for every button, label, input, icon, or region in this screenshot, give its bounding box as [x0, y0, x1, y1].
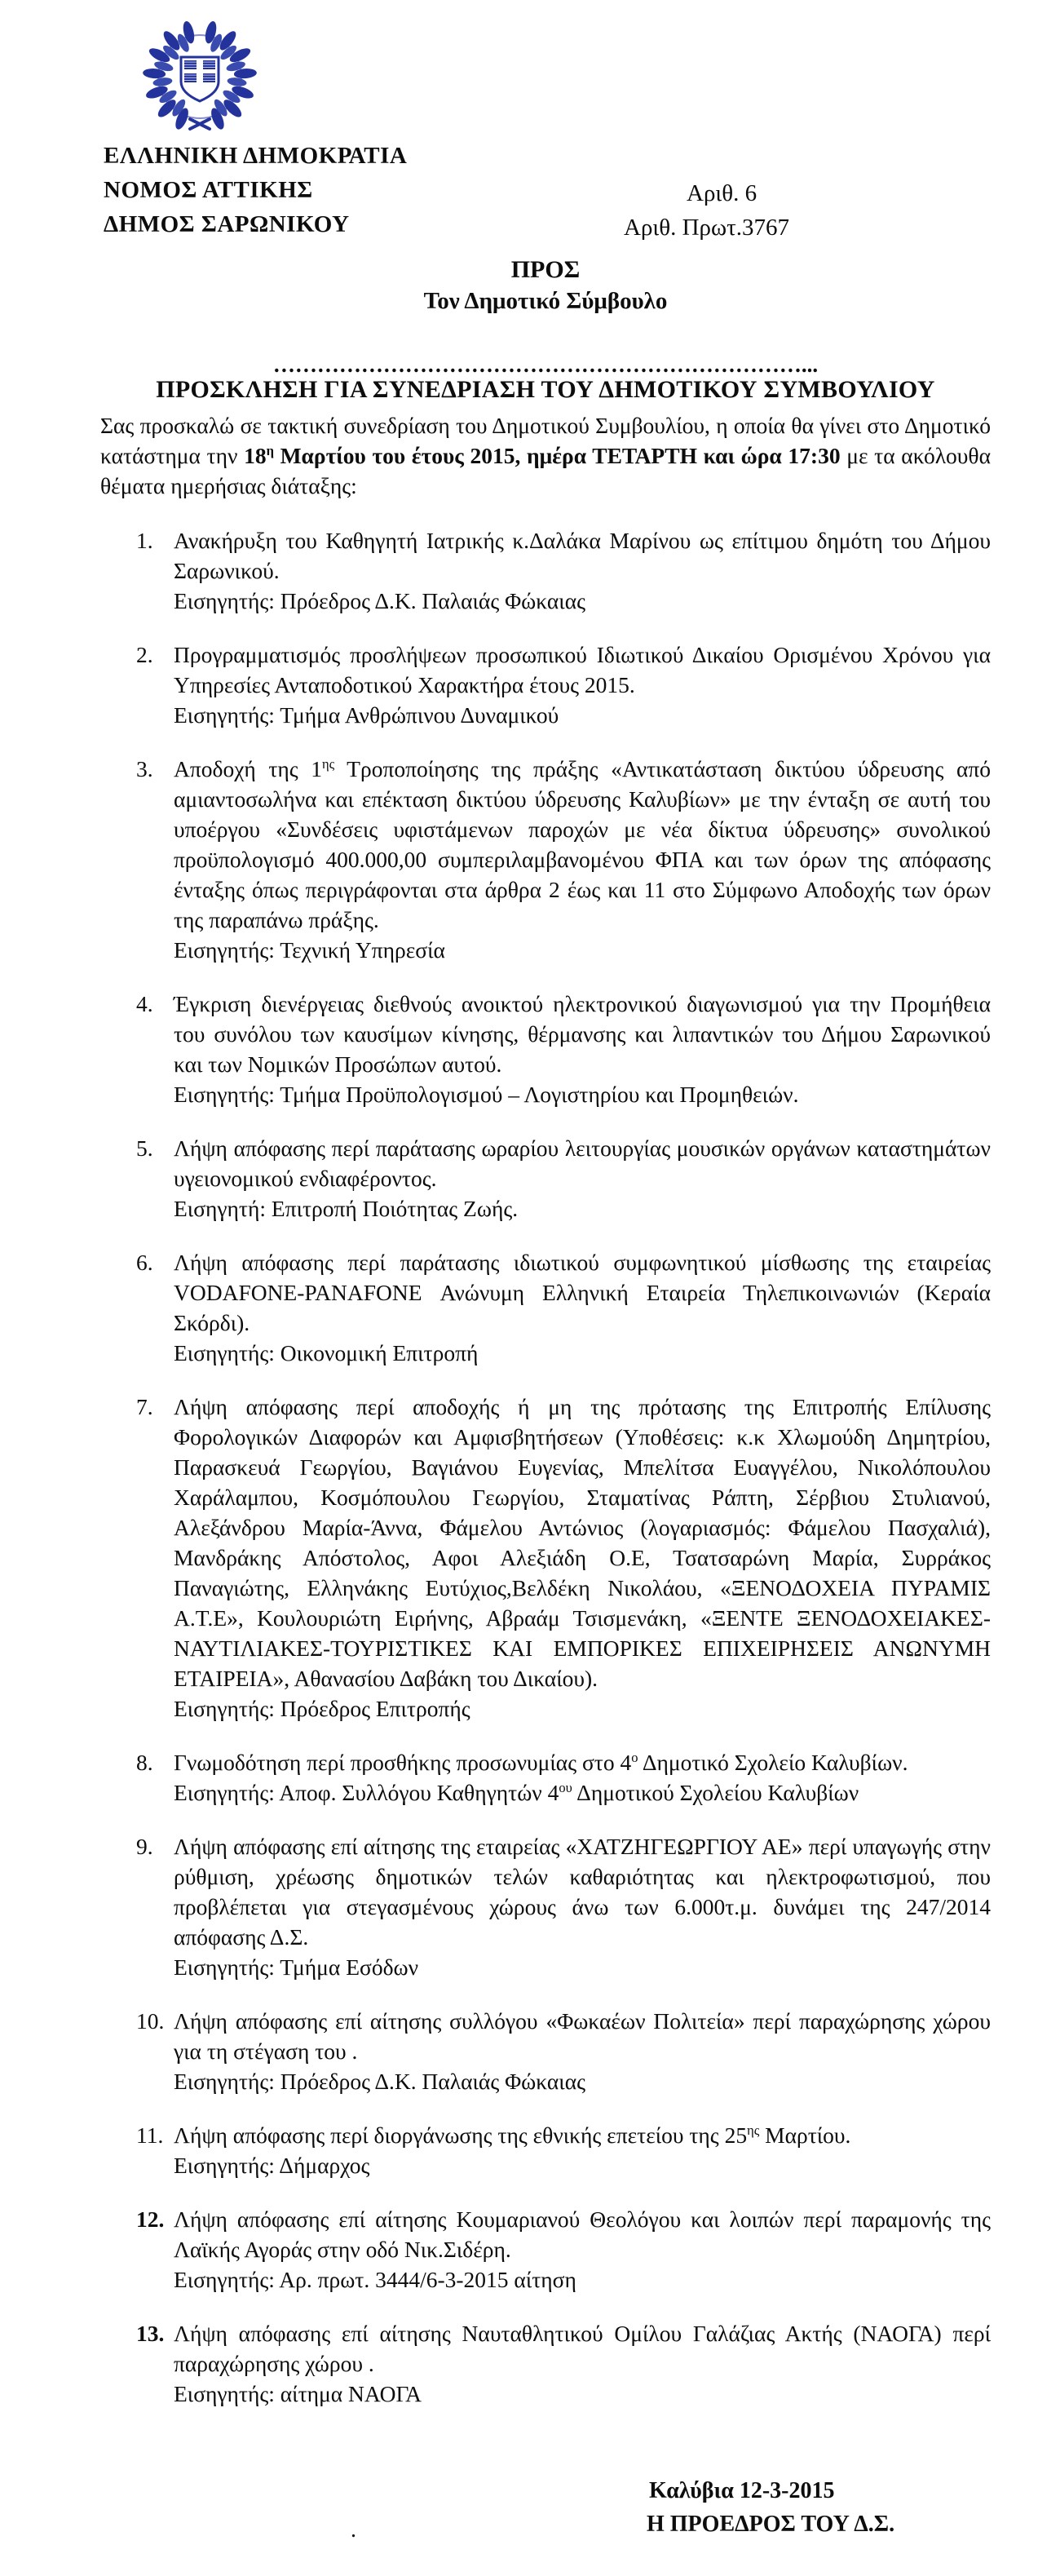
text-run: Εισηγητής: Τμήμα Προϋπολογισμού – Λογιστηρίου και Προμηθειών. — [174, 1082, 799, 1107]
text-run: Λήψη απόφασης περί διοργάνωσης της εθνικής επετείου της 25 — [174, 2122, 748, 2148]
agenda-item-presenter — [174, 1193, 991, 1224]
text-run: Εισηγητής: Πρόεδρος Επιτροπής — [174, 1696, 470, 1721]
invitation-title: ΠΡΟΣΚΛΗΣΗ ΓΙΑ ΣΥΝΕΔΡΙΑΣΗ ΤΟΥ ΔΗΜΟΤΙΚΟΥ ΣΥΜΒΟΥΛΙΟΥ — [156, 376, 935, 403]
text-run: Λήψη απόφασης περί παράτασης ωραρίου λειτουργίας μουσικών οργάνων καταστημάτων υγειονομικού ενδιαφέροντος. — [174, 1135, 991, 1191]
text-run: Μαρτίου του έτους 2015, ημέρα ΤΕΤΑΡΤΗ και ώρα 17:30 — [273, 443, 841, 468]
org-line-prefecture: ΝΟΜΟΣ ΑΤΤΙΚΗΣ — [104, 177, 313, 203]
agenda-item-number: 9. — [136, 1834, 153, 1859]
protocol-number: Αριθ. Πρωτ.3767 — [624, 215, 790, 241]
place-date: Καλύβια 12-3-2015 — [649, 2478, 835, 2503]
text-run: Μαρτίου. — [759, 2122, 851, 2148]
text-run: Εισηγητή: Επιτροπή Ποιότητας Ζωής. — [174, 1196, 519, 1221]
agenda-item-8 — [136, 1747, 991, 1808]
agenda-item-number: 12. — [136, 2206, 165, 2232]
agenda-item-number: 10. — [136, 2008, 165, 2034]
agenda-item-presenter — [174, 935, 991, 965]
text-run: Τροποποίησης της πράξης «Αντικατάσταση δικτύου ύδρευσης από αμιαντοσωλήνα και επέκταση δικτύου ύδρευσης Καλυβίων» με την ένταξη σε αυτή του υποέργου «Συνδέσεις υφιστάμενων παροχών με νέα δίκτυα ύδρευσης» συνολικού προϋπολογισμό 400.000,00 συμπεριλαμβανομένου ΦΠΑ και των όρων της απόφασης ένταξης όπως περιγράφονται στα άρθρα 2 έως και 11 στο Σύμφωνο Αποδοχής των όρων της παραπάνω πράξης. — [174, 756, 991, 932]
agenda-item-text — [174, 989, 991, 1079]
signature-title: Η ΠΡΟΕΔΡΟΣ ΤΟΥ Δ.Σ. — [647, 2512, 895, 2537]
stray-dot: . — [351, 2517, 356, 2543]
agenda-item-text — [174, 2318, 991, 2379]
agenda-item-presenter — [174, 586, 991, 616]
text-run: Εισηγητής: Πρόεδρος Δ.Κ. Παλαιάς Φώκαιας — [174, 588, 586, 613]
text-run: Λήψη απόφασης περί αποδοχής ή μη της πρότασης της Επιτροπής Επίλυσης Φορολογικών Διαφορών και Αμφισβητήσεων (Υποθέσεις: κ.κ Χλωμούδη Δημητρίου, Παρασκευά Γεωργίου, Βαγιάνου Ευγενίας, Μπελίτσα Ευαγγέλου, Νικολόπουλου Χαράλαμπου, Κοσμόπουλου Γεωργίου, Σταματίνας Ράπτη, Σέρβιου Στυλιανού, Αλεξάνδρου Μαρία-Άννα, Φάμελου Αντώνιος (λογαριασμός: Φάμελου Πασχαλιά), Μανδράκης Απόστολος, Αφοι Αλεξιάδη Ο.Ε, Τσατσαρώνη Μαρία, Συρράκος Παναγιώτης, Ελληνάκης Ευτύχιος,Βελδέκη Νικολάου, «ΞΕΝΟΔΟΧΕΙΑ ΠΥΡΑΜΙΣ Α.Τ.Ε», Κουλουριώτη Ειρήνης, Αβραάμ Τσισμενάκη, «ΞΕΝΤΕ ΞΕΝΟΔΟΧΕΙΑΚΕΣ-ΝΑΥΤΙΛΙΑΚΕΣ-ΤΟΥΡΙΣΤΙΚΕΣ ΚΑΙ ΕΜΠΟΡΙΚΕΣ ΕΠΙΧΕΙΡΗΣΕΙΣ ΑΝΩΝΥΜΗ ΕΤΑΙΡΕΙΑ», Αθανασίου Δαβάκη του Δικαίου). — [174, 1394, 991, 1691]
agenda-item-text — [174, 754, 991, 935]
agenda-item-10 — [136, 2006, 991, 2096]
agenda-item-text — [174, 2204, 991, 2264]
text-run: με τα ακόλουθα θέματα ημερήσιας διάταξης: — [100, 443, 991, 498]
text-run: Λήψη απόφασης επί αίτησης συλλόγου «Φωκαέων Πολιτεία» περί παραχώρησης χώρου για τη στέγαση του . — [174, 2008, 991, 2064]
invitation-intro — [100, 410, 991, 501]
text-run: Ανακήρυξη του Καθηγητή Ιατρικής κ.Δαλάκα Μαρίνου ως επίτιμου δημότη του Δήμου Σαρωνικού. — [174, 528, 991, 583]
agenda-item-number: 7. — [136, 1394, 153, 1419]
agenda-item-presenter — [174, 1338, 991, 1368]
agenda-item-number: 11. — [136, 2122, 164, 2148]
agenda-item-number: 5. — [136, 1135, 153, 1161]
agenda-item-number: 2. — [136, 642, 153, 667]
text-run: Λήψη απόφασης επί αίτησης Ναυταθλητικού Ομίλου Γαλάζιας Ακτής (ΝΑΟΓΑ) περί παραχώρησης χώρου . — [174, 2321, 991, 2376]
text-run: Εισηγητής: αίτημα ΝΑΟΓΑ — [174, 2381, 422, 2406]
agenda-item-3 — [136, 754, 991, 965]
text-run: Εισηγητής: Αρ. πρωτ. 3444/6-3-2015 αίτηση — [174, 2267, 576, 2292]
agenda-item-5 — [136, 1133, 991, 1224]
agenda-list — [136, 525, 991, 2409]
agenda-item-text — [174, 1133, 991, 1193]
agenda-item-12 — [136, 2204, 991, 2295]
issuing-authority — [104, 139, 407, 241]
org-line-municipality: ΔΗΜΟΣ ΣΑΡΩΝΙΚΟΥ — [104, 211, 350, 237]
org-line-country: ΕΛΛΗΝΙΚΗ ΔΗΜΟΚΡΑΤΙΑ — [104, 143, 408, 169]
superscript-text: ης — [321, 755, 335, 772]
agenda-item-presenter — [174, 2379, 991, 2409]
agenda-item-4 — [136, 989, 991, 1109]
agenda-item-number: 3. — [136, 756, 153, 781]
greek-national-emblem-icon — [143, 7, 257, 147]
agenda-item-number: 13. — [136, 2321, 165, 2346]
document-body — [100, 251, 991, 2432]
recipient-name: Τον Δημοτικό Σύμβουλο — [423, 288, 668, 314]
superscript-text: ο — [631, 1749, 638, 1765]
text-run: Λήψη απόφασης επί αίτησης της εταιρείας «ΧΑΤΖΗΓΕΩΡΓΙΟΥ ΑΕ» περί υπαγωγής στην ρύθμιση, χρέωσης δημοτικών τελών καθαριότητας και ηλεκτροφωτισμού, που προβλέπεται για στεγασμένους χώρους άνω των 6.000τ.μ. δυνάμει της 247/2014 απόφασης Δ.Σ. — [174, 1834, 991, 1950]
agenda-item-presenter — [174, 2264, 991, 2295]
agenda-item-text — [174, 1831, 991, 1952]
agenda-item-presenter — [174, 700, 991, 730]
superscript-text: ου — [559, 1779, 572, 1795]
agenda-item-text — [174, 1392, 991, 1693]
recipient-block — [100, 255, 991, 316]
text-run: Εισηγητής: Αποφ. Συλλόγου Καθηγητών 4 — [174, 1780, 559, 1805]
text-run: Λήψη απόφασης περί παράτασης ιδιωτικού συμφωνητικού μίσθωσης της εταιρείας VODAFONE-PANAFONE Ανώνυμη Ελληνική Εταιρεία Τηλεπικοινωνιών (Κεραία Σκόρδι). — [174, 1250, 991, 1335]
text-run: Προγραμματισμός προσλήψεων προσωπικού Ιδιωτικού Δικαίου Ορισμένου Χρόνου για Υπηρεσίες Ανταποδοτικού Χαρακτήρα έτους 2015. — [174, 642, 991, 697]
agenda-item-number: 8. — [136, 1750, 153, 1775]
agenda-item-presenter — [174, 2150, 991, 2180]
text-run: Εισηγητής: Τμήμα Ανθρώπινου Δυναμικού — [174, 702, 559, 728]
text-run: Εισηγητής: Τμήμα Εσόδων — [174, 1954, 419, 1980]
text-run: Εισηγητής: Δήμαρχος — [174, 2153, 370, 2178]
agenda-item-text — [174, 1747, 991, 1777]
text-run: Αποδοχή της 1 — [174, 756, 322, 781]
agenda-item-9 — [136, 1831, 991, 1982]
text-run: Δημοτικό Σχολείο Καλυβίων. — [638, 1750, 908, 1775]
text-run: Εισηγητής: Πρόεδρος Δ.Κ. Παλαιάς Φώκαιας — [174, 2069, 586, 2094]
agenda-item-text — [174, 640, 991, 700]
text-run: Έγκριση διενέργειας διεθνούς ανοικτού ηλεκτρονικού διαγωνισμού για την Προμήθεια του συνόλου των καυσίμων κίνησης, θέρμανσης και λιπαντικών του Δήμου Σαρωνικού και των Νομικών Προσώπων αυτού. — [174, 991, 991, 1077]
agenda-item-number: 4. — [136, 991, 153, 1016]
superscript-text: ης — [747, 2122, 760, 2138]
text-run: Γνωμοδότηση περί προσθήκης προσωνυμίας στο 4 — [174, 1750, 632, 1775]
agenda-item-presenter — [174, 1777, 991, 1808]
agenda-item-6 — [136, 1247, 991, 1368]
agenda-item-number: 1. — [136, 528, 153, 553]
superscript-text: η — [266, 442, 274, 458]
text-run: Εισηγητής: Οικονομική Επιτροπή — [174, 1340, 479, 1365]
agenda-item-text — [174, 2120, 991, 2150]
agenda-item-presenter — [174, 1952, 991, 1982]
agenda-item-text — [174, 1247, 991, 1338]
agenda-item-2 — [136, 640, 991, 730]
text-run: Εισηγητής: Τεχνική Υπηρεσία — [174, 937, 445, 963]
agenda-item-presenter — [174, 1079, 991, 1109]
text-run: Δημοτικού Σχολείου Καλυβίων — [572, 1780, 859, 1805]
recipient-label: ΠΡΟΣ — [510, 256, 581, 283]
agenda-item-presenter — [174, 1693, 991, 1724]
reference-number: Αριθ. 6 — [687, 180, 757, 206]
agenda-item-1 — [136, 525, 991, 616]
agenda-item-13 — [136, 2318, 991, 2409]
agenda-item-number: 6. — [136, 1250, 153, 1275]
agenda-item-presenter — [174, 2066, 991, 2096]
agenda-item-text — [174, 2006, 991, 2066]
dotted-separator: ………………………………………………………………... — [272, 354, 819, 375]
text-run: Σας προσκαλώ σε τακτική συνεδρίαση του Δημοτικού Συμβουλίου, η οποία θα γίνει στο Δημοτικό κατάστημα την — [100, 413, 991, 468]
text-run: Λήψη απόφασης επί αίτησης Κουμαριανού Θεολόγου και λοιπών περί παραμονής της Λαϊκής Αγοράς στην οδό Νικ.Σιδέρη. — [174, 2206, 991, 2262]
agenda-item-text — [174, 525, 991, 586]
text-run: 18 — [244, 443, 267, 468]
agenda-item-7 — [136, 1392, 991, 1724]
agenda-item-11 — [136, 2120, 991, 2180]
